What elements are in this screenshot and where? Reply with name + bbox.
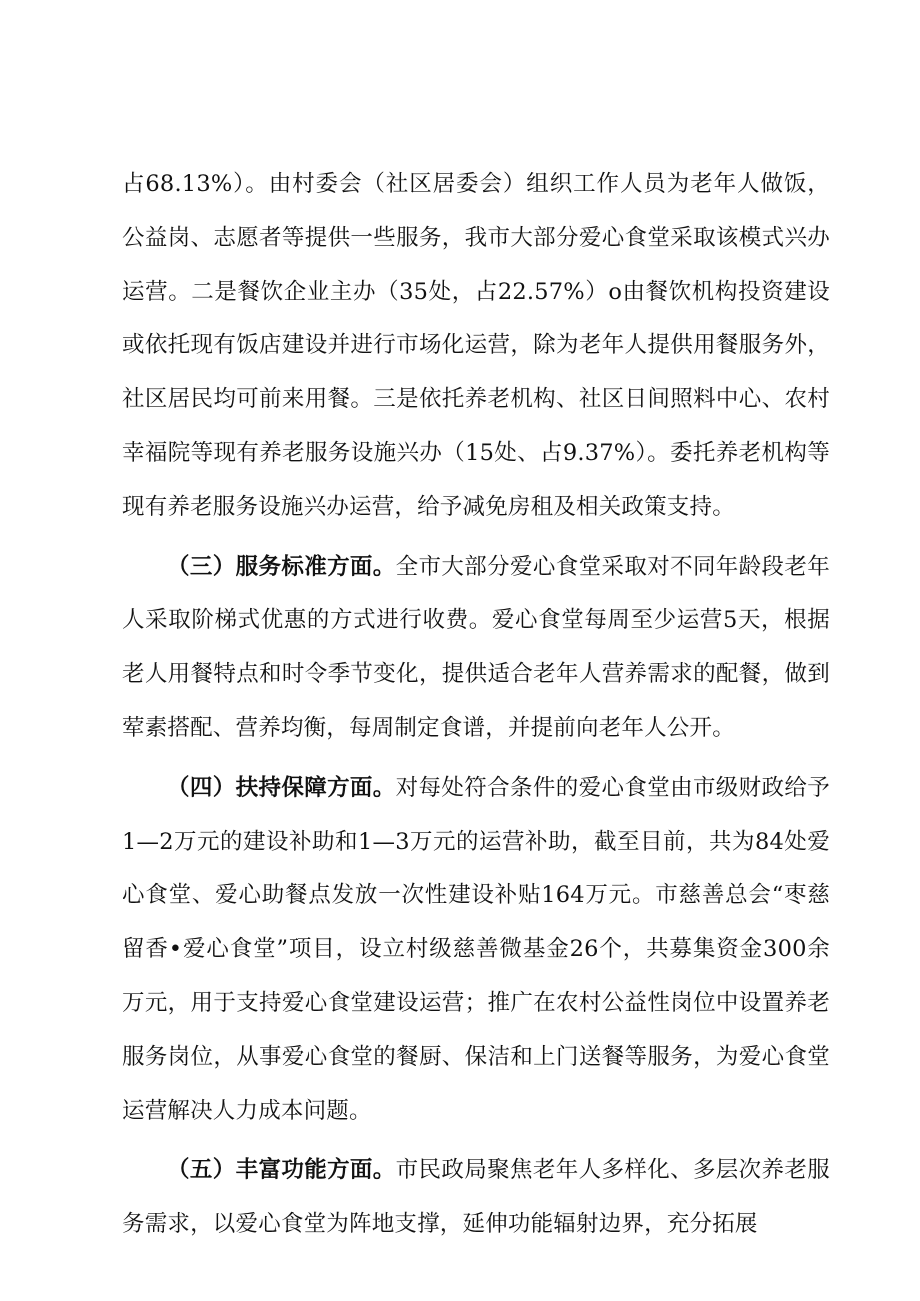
- paragraph-support-guarantee: [122, 762, 830, 1139]
- paragraph-meal-operation-models: [122, 158, 830, 535]
- section-heading-support-guarantee: （四）扶持保障方面。: [167, 774, 396, 801]
- paragraph-text: 全市大部分爱心食堂采取对不同年龄段老年人采取阶梯式优惠的方式进行收费。爱心食堂每周至少运营5天，根据老人用餐特点和时令季节变化，提供适合老年人营养需求的配餐，做到荤素搭配、营养均衡，每周制定食谱，并提前向老年人公开。: [122, 553, 830, 741]
- section-heading-enrich-functions: （五）丰富功能方面。: [167, 1157, 396, 1184]
- paragraph-service-standards: [122, 541, 830, 756]
- document-body: [122, 158, 830, 1252]
- paragraph-text: 占68.13%）。由村委会（社区居委会）组织工作人员为老年人做饭，公益岗、志愿者等提供一些服务，我市大部分爱心食堂采取该模式兴办运营。二是餐饮企业主办（35处，占22.57%）o由餐饮机构投资建设或依托现有饭店建设并进行市场化运营，除为老年人提供用餐服务外，社区居民均可前来用餐。三是依托养老机构、社区日间照料中心、农村幸福院等现有养老服务设施兴办（15处、占9.37%）。委托养老机构等现有养老服务设施兴办运营，给予减免房租及相关政策支持。: [122, 171, 830, 520]
- paragraph-enrich-functions: [122, 1144, 830, 1252]
- section-heading-service-standards: （三）服务标准方面。: [167, 553, 396, 580]
- paragraph-text: 对每处符合条件的爱心食堂由市级财政给予1—2万元的建设补助和1—3万元的运营补助，截至目前，共为84处爱心食堂、爱心助餐点发放一次性建设补贴164万元。市慈善总会“枣慈留香•爱心食堂”项目，设立村级慈善微基金26个，共募集资金300余万元，用于支持爱心食堂建设运营；推广在农村公益性岗位中设置养老服务岗位，从事爱心食堂的餐厨、保洁和上门送餐等服务，为爱心食堂运营解决人力成本问题。: [122, 774, 830, 1124]
- paragraph-text: 市民政局聚焦老年人多样化、多层次养老服务需求，以爱心食堂为阵地支撑，延伸功能辐射边界，充分拓展: [122, 1157, 830, 1238]
